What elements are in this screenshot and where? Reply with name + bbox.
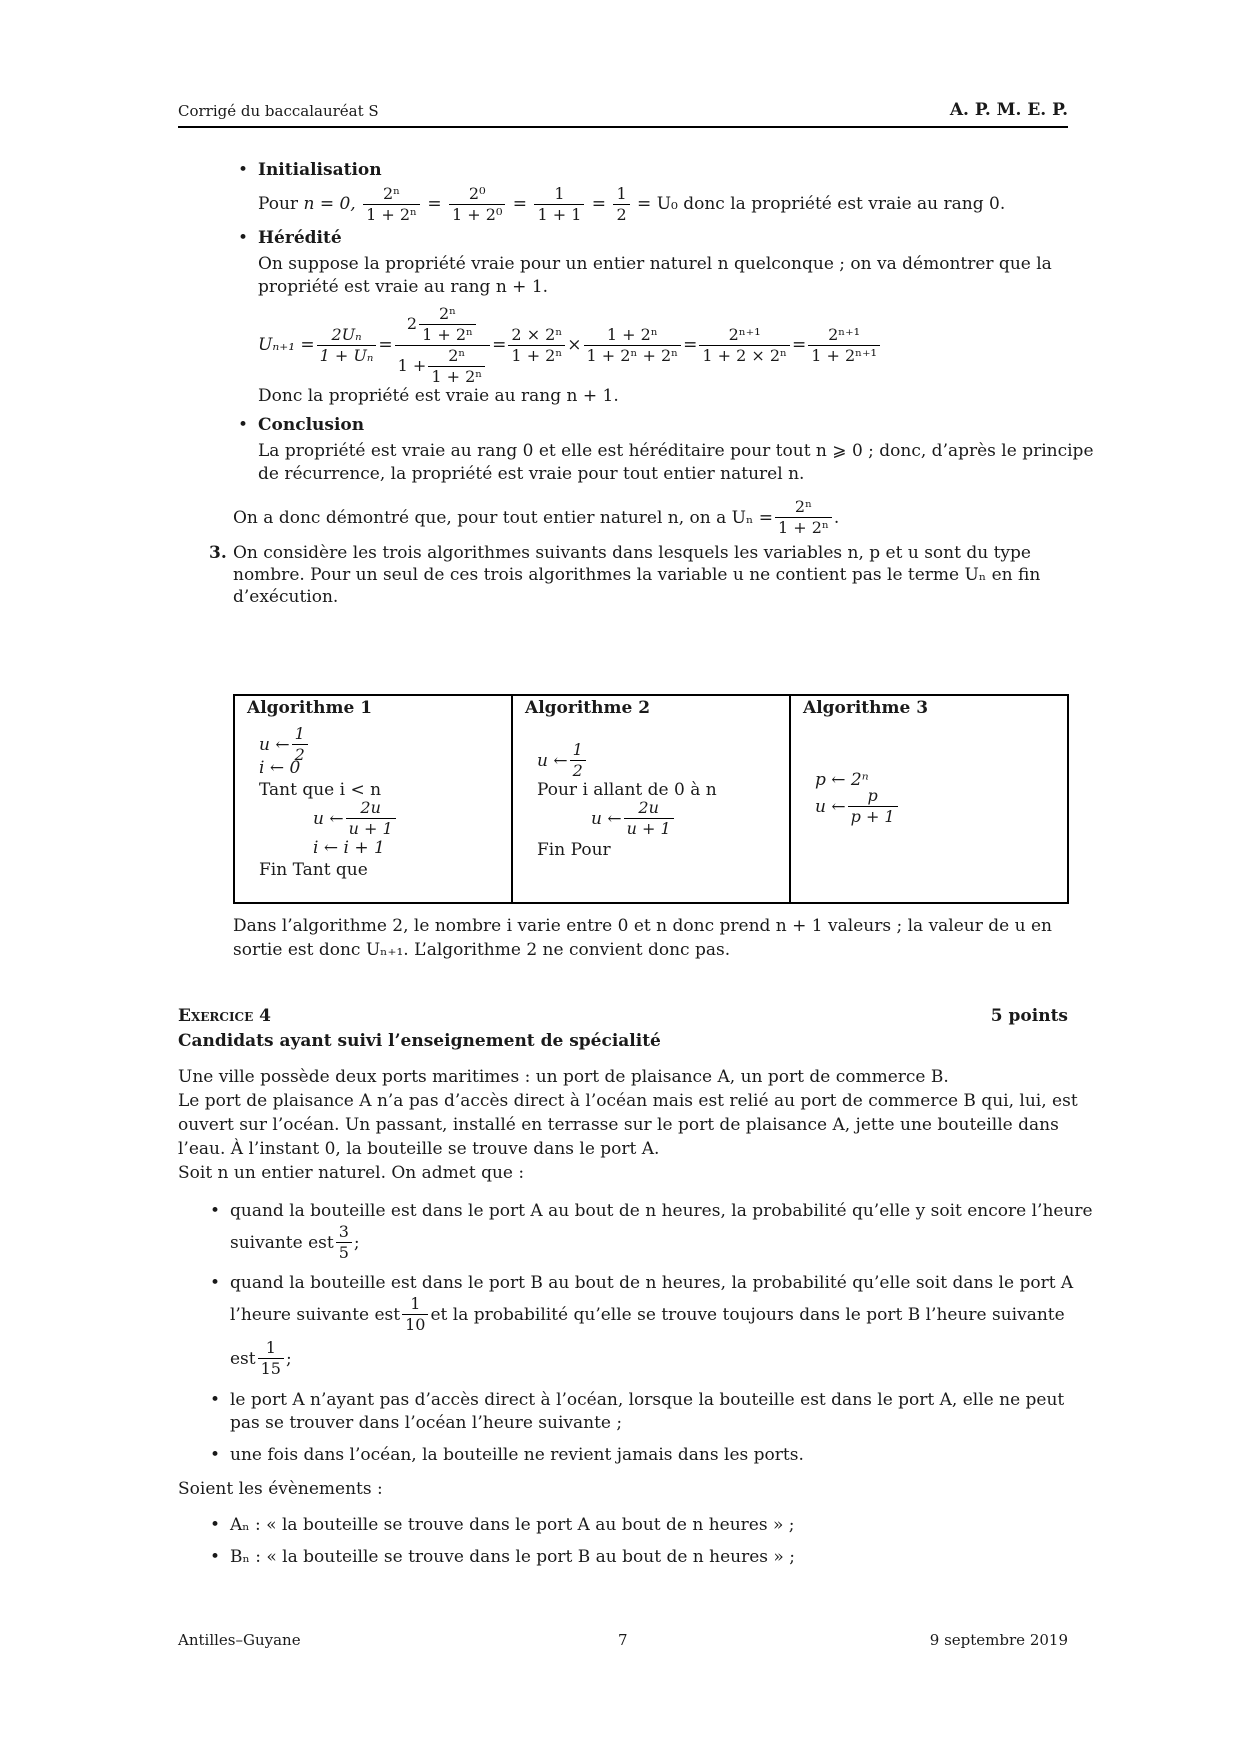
bullet-port-a-cont: suivante est $\frac{3}{5}$ ; xyxy=(230,1222,360,1262)
fraction: $\frac{\text{2ⁿ⁺¹}}{\text{1 + 2ⁿ⁺¹}}$ xyxy=(808,325,880,366)
init-title: Initialisation xyxy=(258,160,382,180)
event-b: • Bₙ : « la bouteille se trouve dans le port B au bout de n heures » ; xyxy=(210,1547,795,1567)
intro-line: ouvert sur l’océan. Un passant, installé en terrasse sur le port de plaisance A, jette une bouteille dans xyxy=(178,1115,1059,1135)
q3-text-2: nombre. Pour un seul de ces trois algorithmes la variable u ne contient pas le terme Uₙ en fin xyxy=(233,565,1041,585)
algorithm-3-cell xyxy=(790,695,1068,903)
alg-line: Tant que i < n xyxy=(259,780,382,800)
final-prefix: On a donc démontré que, pour tout entier naturel n, on a Uₙ = xyxy=(233,507,774,528)
fraction: $\frac{\text{2⁰}}{\text{1 + 2⁰}}$ xyxy=(449,184,505,225)
fraction: $\frac{\text{2 × 2ⁿ}}{\text{1 + 2ⁿ}}$ xyxy=(508,325,565,366)
alg-line: p ← 2ⁿ xyxy=(815,770,869,790)
intro-line: Le port de plaisance A n’a pas d’accès direct à l’océan mais est relié au port de commerce B qui, lui, est xyxy=(178,1091,1078,1111)
bullet-dot: • xyxy=(238,415,249,435)
bullet-port-b-cont: l’heure suivante est $\frac{1}{10}$ et la probabilité qu’elle se trouve toujours dans le port B l’heure suivante xyxy=(230,1294,1065,1334)
bullet-port-b: • quand la bouteille est dans le port B au bout de n heures, la probabilité qu’elle soit dans le port A xyxy=(210,1273,1074,1293)
alg-line: Fin Tant que xyxy=(259,860,368,880)
init-equation: Pour n = 0, $\frac{\text{2ⁿ}}{\text{1 + 2ⁿ}}$ = $\frac{\text{2⁰}}{\text{1 + 2⁰}}$ = $\frac{1}{1 + 1}$ = $\frac{1}{2}$ = U₀ donc la propriété est vraie au rang 0. xyxy=(258,184,1006,224)
bullet-dot: • xyxy=(238,228,249,248)
event-a: • Aₙ : « la bouteille se trouve dans le port A au bout de n heures » ; xyxy=(210,1515,795,1535)
page-header xyxy=(178,102,1068,128)
intro-line: Une ville possède deux ports maritimes : un port de plaisance A, un port de commerce B. xyxy=(178,1067,949,1087)
bullet-port-a: • quand la bouteille est dans le port A au bout de n heures, la probabilité qu’elle y soit encore l’heure xyxy=(210,1201,1093,1221)
init-n0: n = 0, xyxy=(303,194,356,214)
fraction: $\frac{1}{2}$ xyxy=(613,184,629,225)
hered-title: Hérédité xyxy=(258,228,342,248)
bullet-port-b-end: est $\frac{1}{15}$ ; xyxy=(230,1338,292,1378)
hered-equation: Uₙ₊₁ = $\frac{\text{2Uₙ}}{\text{1 + Uₙ}}$ = 2 $\frac{\text{2ⁿ}}{\text{1 + 2ⁿ}}$ 1 + $\frac{\text{2ⁿ}}{\text{1 + 2ⁿ}}$ = $\frac{\text{2 × 2ⁿ}}{\text{1 + 2ⁿ}}$ × $\frac{\text{1 + 2ⁿ}}{\text{1 + 2ⁿ + 2ⁿ}}$ = $\frac{\text{2ⁿ⁺¹}}{\text{1 + 2 × 2ⁿ}}$ = $\frac{\text{2ⁿ⁺¹}}{\text{1 + 2ⁿ⁺¹}}$ xyxy=(258,300,882,390)
fraction: $\frac{1}{1 + 1}$ xyxy=(534,184,584,225)
concl-text-1: La propriété est vraie au rang 0 et elle est héréditaire pour tout n ⩾ 0 ; donc, d’après le principe xyxy=(258,441,1094,461)
algorithm-title: Algorithme 1 xyxy=(247,698,373,718)
exercise-points: 5 points xyxy=(990,1006,1068,1026)
exercise-title: Exercice 4 xyxy=(178,1006,271,1026)
alg-line: u ← $\frac{1}{2}$ xyxy=(537,740,588,781)
concl-text-2: de récurrence, la propriété est vraie pour tout entier naturel n. xyxy=(258,464,805,484)
fraction: $\frac{\text{2ⁿ⁺¹}}{\text{1 + 2 × 2ⁿ}}$ xyxy=(699,325,790,366)
hered-text-1: On suppose la propriété vraie pour un entier naturel n quelconque ; on va démontrer que la xyxy=(258,254,1052,274)
concl-title: Conclusion xyxy=(258,415,365,435)
alg-line: u ← $\frac{1}{2}$ xyxy=(259,724,310,765)
intro-line: Soit n un entier naturel. On admet que : xyxy=(178,1163,525,1183)
algorithms-table xyxy=(233,694,1069,904)
bullet-ocean: • une fois dans l’océan, la bouteille ne revient jamais dans les ports. xyxy=(210,1445,804,1465)
init-prefix: Pour xyxy=(258,194,299,214)
final-statement: On a donc démontré que, pour tout entier naturel n, on a Uₙ = $\frac{\text{2ⁿ}}{\text{1 + 2ⁿ}}$ . xyxy=(233,497,840,537)
compound-fraction: 2 $\frac{\text{2ⁿ}}{\text{1 + 2ⁿ}}$ 1 + $\frac{\text{2ⁿ}}{\text{1 + 2ⁿ}}$ xyxy=(395,304,491,387)
alg-line: u ← $\frac{p}{p + 1}$ xyxy=(815,786,900,827)
q3-text-3: d’exécution. xyxy=(233,587,339,607)
fraction: $\frac{\text{1 + 2ⁿ}}{\text{1 + 2ⁿ + 2ⁿ}}$ xyxy=(584,325,682,366)
init-suffix: = U₀ donc la propriété est vraie au rang 0. xyxy=(637,194,1006,214)
q3-answer-2: sortie est donc Uₙ₊₁. L’algorithme 2 ne convient donc pas. xyxy=(233,940,731,960)
header-title: Corrigé du baccalauréat S xyxy=(178,102,379,120)
hered-lhs: Uₙ₊₁ = xyxy=(258,335,315,355)
bullet-initialisation xyxy=(238,160,382,180)
footer-date: 9 septembre 2019 xyxy=(929,1631,1068,1649)
bullet-dot: • xyxy=(238,160,249,180)
fraction: $\frac{\text{2ⁿ}}{\text{1 + 2ⁿ}}$ xyxy=(775,497,832,538)
page-number: 7 xyxy=(618,1631,628,1649)
fraction: $\frac{\text{2Uₙ}}{\text{1 + Uₙ}}$ xyxy=(317,325,377,366)
hered-text-2: propriété est vraie au rang n + 1. xyxy=(258,277,549,297)
algorithm-1-cell xyxy=(234,695,512,903)
alg-line: Pour i allant de 0 à n xyxy=(537,780,717,800)
header-org: A. P. M. E. P. xyxy=(949,100,1068,120)
intro-line: l’eau. À l’instant 0, la bouteille se trouve dans le port A. xyxy=(178,1139,660,1159)
algorithm-title: Algorithme 3 xyxy=(803,698,929,718)
exercise-subtitle: Candidats ayant suivi l’enseignement de spécialité xyxy=(178,1031,661,1051)
fraction: $\frac{\text{2ⁿ}}{\text{1 + 2ⁿ}}$ xyxy=(363,184,420,225)
question-number: 3. xyxy=(209,543,227,563)
alg-line: Fin Pour xyxy=(537,840,611,860)
q3-answer-1: Dans l’algorithme 2, le nombre i varie entre 0 et n donc prend n + 1 valeurs ; la valeur de u en xyxy=(233,916,1052,936)
algorithm-title: Algorithme 2 xyxy=(525,698,651,718)
events-intro: Soient les évènements : xyxy=(178,1479,383,1499)
bullet-ocean-access-cont: pas se trouver dans l’océan l’heure suivante ; xyxy=(230,1413,623,1433)
alg-line: i ← i + 1 xyxy=(313,838,385,858)
q3-text-1: On considère les trois algorithmes suivants dans lesquels les variables n, p et u sont du type xyxy=(233,543,1031,563)
hered-done: Donc la propriété est vraie au rang n + 1. xyxy=(258,386,619,406)
bullet-ocean-access: • le port A n’ayant pas d’accès direct à l’océan, lorsque la bouteille est dans le port A, elle ne peut xyxy=(210,1390,1065,1410)
alg-line: u ← $\frac{2u}{u + 1}$ xyxy=(313,798,398,839)
alg-line: u ← $\frac{2u}{u + 1}$ xyxy=(591,798,676,839)
bullet-conclusion xyxy=(238,415,365,435)
footer-location: Antilles–Guyane xyxy=(178,1631,301,1649)
alg-line: i ← 0 xyxy=(259,758,301,778)
algorithm-2-cell xyxy=(512,695,790,903)
bullet-heredite xyxy=(238,228,342,248)
